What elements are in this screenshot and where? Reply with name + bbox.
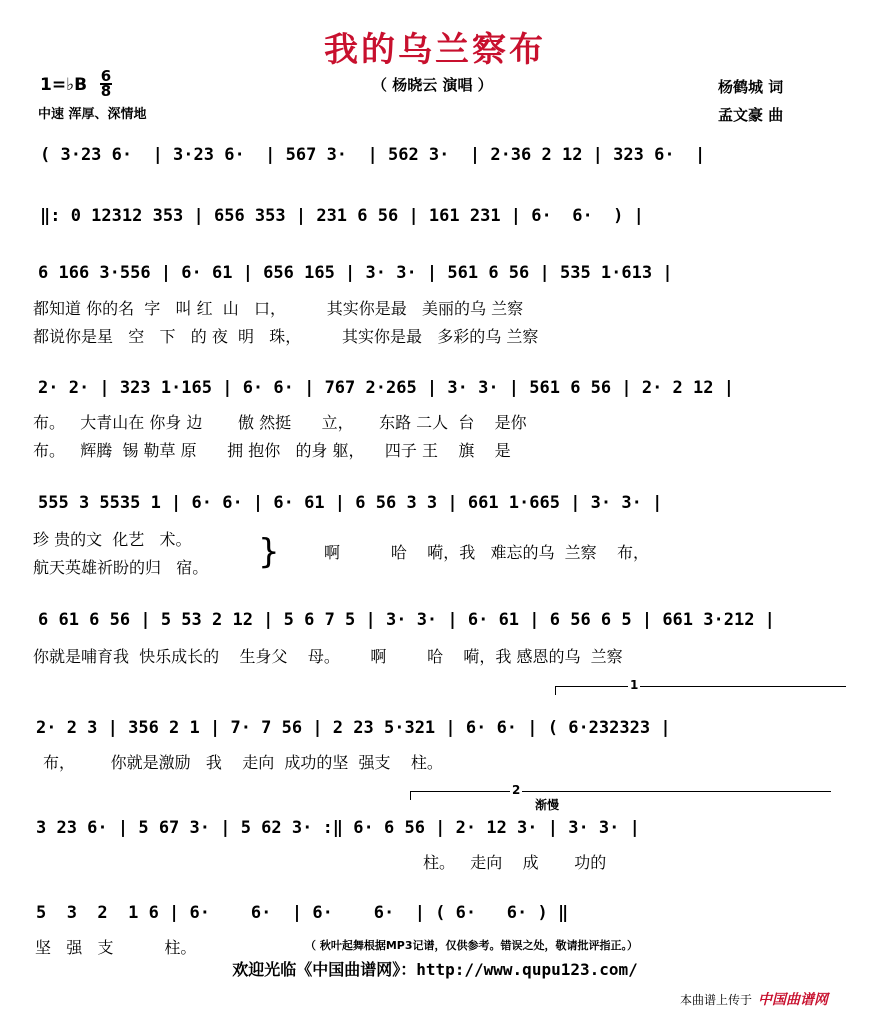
volta-bracket-2 <box>410 791 831 800</box>
meter-top: 6 <box>100 67 112 85</box>
lyric-row-8: 柱。 走向 成 功的 <box>423 853 607 872</box>
notation-row-9: 5 3 2 1 6 | 6· 6· | 6· 6· | ( 6· 6· ) ‖ <box>36 903 569 923</box>
lyric-row-6-verse-1: 你就是哺育我 快乐成长的 生身父 母。 啊 哈 嗬，我 感恩的乌 兰察 <box>33 647 623 666</box>
tempo-marking: 中速 浑厚、深情地 <box>38 107 147 122</box>
site-logo[interactable] <box>758 989 828 1009</box>
tempo-ritardando: 渐慢 <box>535 798 560 812</box>
site-footer[interactable]: 欢迎光临《中国曲谱网》：http://www.qupu123.com/ <box>232 960 638 979</box>
notation-row-3: 6 166 3·556 | 6· 61 | 656 165 | 3· 3· | 561 6 56 | 535 1·613 | <box>38 263 673 283</box>
lyric-row-4-verse-1: 布。 大青山在 你身 边 傲 然挺 立， 东路 二人 台 是你 <box>33 413 527 432</box>
meter-bottom: 8 <box>100 82 112 100</box>
lyric-row-7: 布， 你就是激励 我 走向 成功的坚 强支 柱。 <box>43 753 443 772</box>
volta-number-2: 2 <box>512 783 521 797</box>
volta-bracket-1 <box>555 686 846 695</box>
notation-row-4: 2· 2· | 323 1·165 | 6· 6· | 767 2·265 | 3· 3· | 561 6 56 | 2· 2 12 | <box>38 378 734 398</box>
notation-row-7: 2· 2 3 | 356 2 1 | 7· 7 56 | 2 23 5·321 | 6· 6· | ( 6·232323 | <box>36 718 671 738</box>
lyric-row-9: 坚 强 支 柱。 <box>35 938 197 957</box>
lyricist-credit: 杨鹤城 词 <box>718 78 784 96</box>
lyric-row-5-verse-2: 航天英雄祈盼的归 宿。 <box>33 558 209 577</box>
lyric-row-5-verse-1: 珍 贵的文 化艺 术。 <box>33 530 192 549</box>
brace-icon: } <box>258 532 280 572</box>
notation-row-6: 6 61 6 56 | 5 53 2 12 | 5 6 7 5 | 3· 3· | 6· 61 | 6 56 6 5 | 661 3·212 | <box>38 610 775 630</box>
song-title: 我的乌兰察布 <box>324 30 546 70</box>
notation-row-2: ‖: 0 12312 353 | 656 353 | 231 6 56 | 161 231 | 6· 6· ) | <box>40 206 644 226</box>
notation-row-5: 555 3 5535 1 | 6· 6· | 6· 61 | 6 56 3 3 | 661 1·665 | 3· 3· | <box>38 493 663 513</box>
key-signature: 1=♭B <box>40 75 88 95</box>
lyric-row-4-verse-2: 布。 辉腾 锡 勒草 原 拥 抱你 的身 躯， 四子 王 旗 是 <box>33 441 511 460</box>
transcriber-note: （ 秋叶起舞根据MP3记谱，仅供参考。错误之处，敬请批评指正。） <box>305 939 638 952</box>
time-signature <box>100 67 112 100</box>
lyric-row-3-verse-2: 都说你是星 空 下 的 夜 明 珠， 其实你是最 多彩的乌 兰察 <box>33 327 539 346</box>
notation-row-8: 3 23 6· | 5 67 3· | 5 62 3· :‖ 6· 6 56 | 2· 12 3· | 3· 3· | <box>36 818 640 838</box>
volta-number-1: 1 <box>630 678 639 692</box>
logo-text: 中国曲谱网 <box>758 992 828 1008</box>
notation-row-1: ( 3·23 6· | 3·23 6· | 567 3· | 562 3· | 2·36 2 12 | 323 6· | <box>40 145 706 165</box>
composer-credit: 孟文豪 曲 <box>718 106 784 124</box>
upload-label: 本曲谱上传于 <box>680 993 753 1007</box>
lyric-row-5-shared: 啊 哈 嗬，我 难忘的乌 兰察 布， <box>324 543 649 562</box>
singer-credit: （ 杨晓云 演唱 ） <box>372 76 493 94</box>
lyric-row-3-verse-1: 都知道 你的名 字 叫 红 山 口， 其实你是最 美丽的乌 兰察 <box>33 299 524 318</box>
